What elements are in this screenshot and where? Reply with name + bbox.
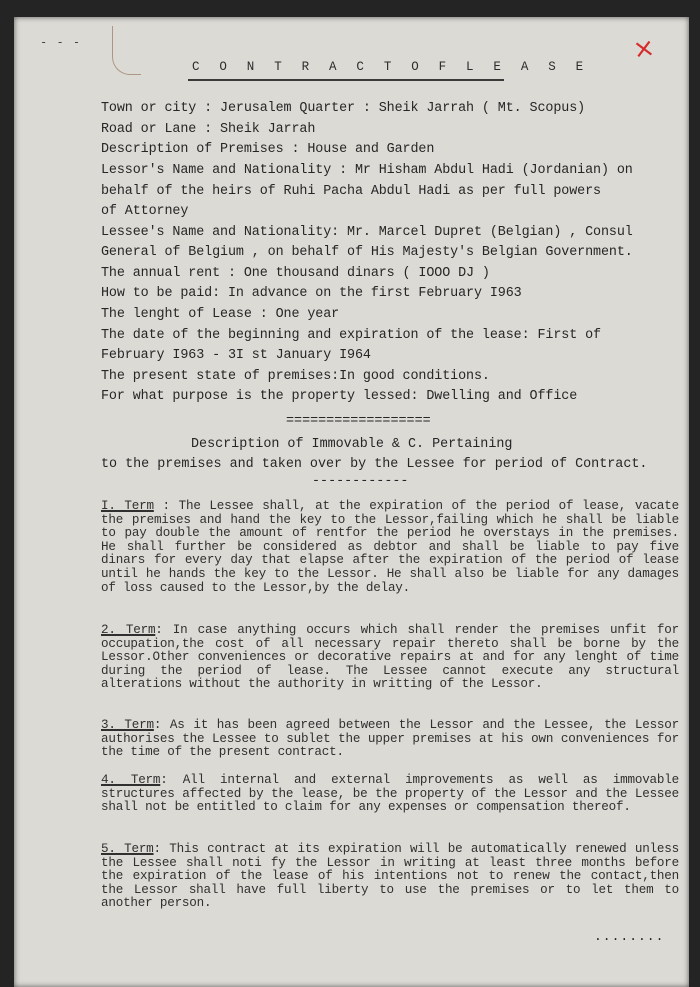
header-line: Town or city : Jerusalem Quarter : Sheik Jarrah ( Mt. Scopus) <box>101 101 586 116</box>
term-text: : All internal and external improvements as well as immovable structures affected by the lease, be the property of the Lessor and the Lessee shall not be entitled to claim for any expenses or compensation thereof. <box>101 773 679 815</box>
description-heading: Description of Immovable & C. Pertaining <box>191 437 513 452</box>
header-line: Lessee's Name and Nationality: Mr. Marcel Dupret (Belgian) , Consul <box>101 225 633 240</box>
short-rule: ------------ <box>312 474 409 489</box>
term-paragraph <box>101 843 679 911</box>
term-text: : In case anything occurs which shall render the premises unfit for occupation,the cost of all necessary repair thereto shall be borne by the Lessor.Other conveniences or decorative repairs at and for any lenght of time during the period of lease. The Lessee cannot execute any structural alterations without the authority in writting of the Lessor. <box>101 623 679 692</box>
term-paragraph <box>101 774 679 815</box>
header-line: How to be paid: In advance on the first February I963 <box>101 286 522 301</box>
term-label: 3. Term <box>101 718 154 732</box>
header-line: February I963 - 3I st January I964 <box>101 348 371 363</box>
header-line: Lessor's Name and Nationality : Mr Hisham Abdul Hadi (Jordanian) on <box>101 163 633 178</box>
header-line: General of Belgium , on behalf of His Majesty's Belgian Government. <box>101 245 633 260</box>
header-line: The present state of premises:In good conditions. <box>101 369 490 384</box>
red-cross-mark: × <box>631 32 657 66</box>
term-label: 5. Term <box>101 842 154 856</box>
header-line: The lenght of Lease : One year <box>101 307 340 322</box>
header-line: The date of the beginning and expiration of the lease: First of <box>101 328 601 343</box>
header-line: Description of Premises : House and Garden <box>101 142 435 157</box>
term-text: : This contract at its expiration will be automatically renewed unless the Lessee shall noti fy the Lessor in writing at least three months before the expiration of the lease of his intentions not to renew the contact,then the Lessor shall have full liberty to use the premises or to let them to another person. <box>101 842 679 911</box>
header-line: of Attorney <box>101 204 189 219</box>
title-underline <box>188 79 504 81</box>
header-line: Road or Lane : Sheik Jarrah <box>101 122 316 137</box>
pencil-mark-icon <box>112 26 141 75</box>
term-paragraph <box>101 500 679 595</box>
continuation-dots: ........ <box>594 929 665 944</box>
header-line: behalf of the heirs of Ruhi Pacha Abdul Hadi as per full powers <box>101 184 601 199</box>
term-label: 2. Term <box>101 623 156 637</box>
term-label: 4. Term <box>101 773 161 787</box>
document-title: C O N T R A C T O F L E A S E <box>192 60 590 74</box>
margin-mark: - - ‐ <box>40 35 82 49</box>
term-text: : As it has been agreed between the Lessor and the Lessee, the Lessor authorises the Lessee to sublet the upper premises at his own conveniences for the time of the present contract. <box>101 718 679 760</box>
header-line: For what purpose is the property lessed: Dwelling and Office <box>101 389 578 404</box>
term-paragraph <box>101 719 679 760</box>
header-line: The annual rent : One thousand dinars ( IOOO DJ ) <box>101 266 490 281</box>
term-text: : The Lessee shall, at the expiration of the period of lease, vacate the premises and hand the key to the Lessor,failing which he shall be liable to pay double the amount of rentfor the period he overstays in the premises. He shall further be considered as debtor and shall be liable to pay five dinars for every day that elapse after the expiration of the period of lease until he hands the key to the Lessor. He shall also be liable for any damages of loss caused to the Lessor,by the delay. <box>101 499 679 595</box>
term-label: I. Term <box>101 499 154 513</box>
description-subheading: to the premises and taken over by the Lessee for period of Contract. <box>101 457 648 472</box>
term-paragraph <box>101 624 679 692</box>
separator-rule: ================== <box>286 414 431 429</box>
